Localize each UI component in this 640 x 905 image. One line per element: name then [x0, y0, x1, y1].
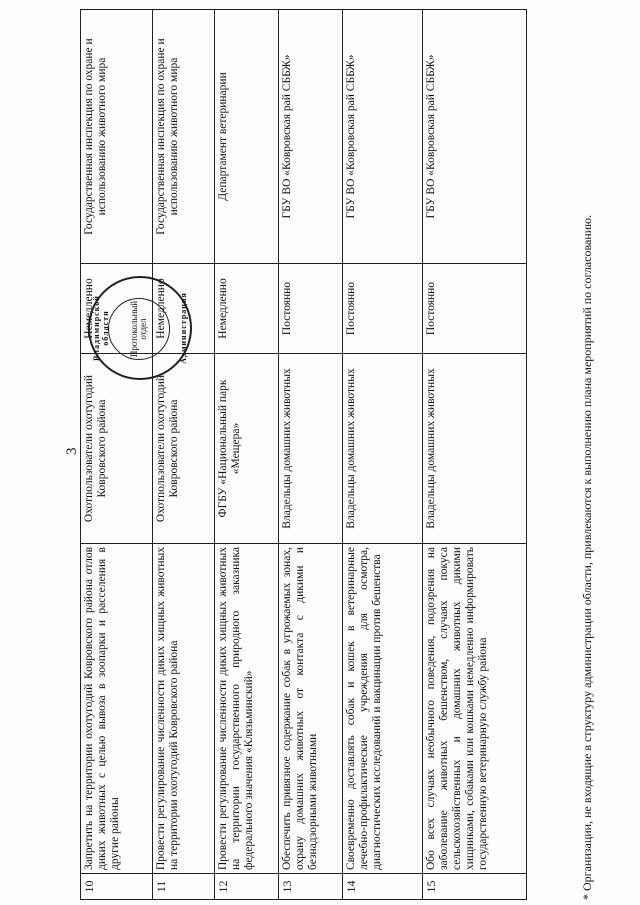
row-control: Государственная инспекция по охране и использованию животного мира: [81, 10, 153, 264]
row-deadline: Постоянно: [343, 264, 423, 354]
row-executor: Охотпользователи охотугодий Ковровского района: [81, 354, 153, 544]
row-control: ГБУ ВО «Ковровская рай СББЖ»: [343, 10, 423, 264]
row-executor: Владельцы домашних животных: [279, 354, 343, 544]
row-control: ГБУ ВО «Ковровская рай СББЖ»: [279, 10, 343, 264]
row-number: 12: [215, 874, 279, 900]
row-control: ГБУ ВО «Ковровская рай СББЖ»: [423, 10, 527, 264]
row-task: Провести регулирование численности диких хищных животных на территории охотугодий Ковровского района: [153, 544, 215, 874]
row-task: Своевременно доставлять собак и кошек в ветеринарные лечебно-профилактические учреждения для осмотра, диагностических исследований и вакцинации против бешенства: [343, 544, 423, 874]
row-number: 10: [81, 874, 153, 900]
row-task: Обеспечить привязное содержание собак в угрожаемых зонах, охрану домашних животных от контакта с дикими и безнадзорными животными: [279, 544, 343, 874]
page-number: 3: [64, 447, 80, 455]
table-row: [343, 10, 423, 900]
table-row: [423, 10, 527, 900]
row-deadline: Немедленно: [81, 264, 153, 354]
official-stamp: [88, 276, 192, 380]
stamp-ring-bottom: Администрация: [179, 292, 188, 364]
table-row: [279, 10, 343, 900]
row-number: 13: [279, 874, 343, 900]
row-deadline: Постоянно: [423, 264, 527, 354]
row-executor: Владельцы домашних животных: [343, 354, 423, 544]
row-control: Департамент ветеринарии: [215, 10, 279, 264]
table-row: [153, 10, 215, 900]
footnote: * Организации, не входящие в структуру администрации области, привлекаются к выполнению плана мероприятий по согласованию.: [580, 214, 594, 900]
table-row: [215, 10, 279, 900]
row-task: Провести регулирование численности диких хищных животных на территории государственного природного заказника федерального значения «Клязьминский»: [215, 544, 279, 874]
row-deadline: Немедленно: [215, 264, 279, 354]
table-row: [81, 10, 153, 900]
row-number: 14: [343, 874, 423, 900]
stamp-ring-top: Владимирской области: [92, 295, 110, 361]
stamp-center: Протокольный отдел: [108, 298, 170, 360]
row-deadline: Немедленно: [153, 264, 215, 354]
measures-table: [80, 9, 527, 900]
row-task: Обо всех случаях необычного поведения, подозрения на заболевание животных бешенством, случаях покуса сельскохозяйственных и домашних животных дикими хищниками, собаками или кошками немедленно информировать государственную ветеринарную службу района: [423, 544, 527, 874]
row-executor: ФГБУ «Национальный парк «Мещера»: [215, 354, 279, 544]
rotated-content: [80, 5, 620, 900]
row-number: 11: [153, 874, 215, 900]
row-number: 15: [423, 874, 527, 900]
row-task: Запретить на территории охотугодий Ковровского района отлов диких животных с целью вывоза в зоопарки и расселения в другие районы: [81, 544, 153, 874]
row-control: Государственная инспекция по охране и использованию животного мира: [153, 10, 215, 264]
row-executor: Охотпользователи охотугодий Ковровского района: [153, 354, 215, 544]
row-deadline: Постоянно: [279, 264, 343, 354]
row-executor: Владельцы домашних животных: [423, 354, 527, 544]
